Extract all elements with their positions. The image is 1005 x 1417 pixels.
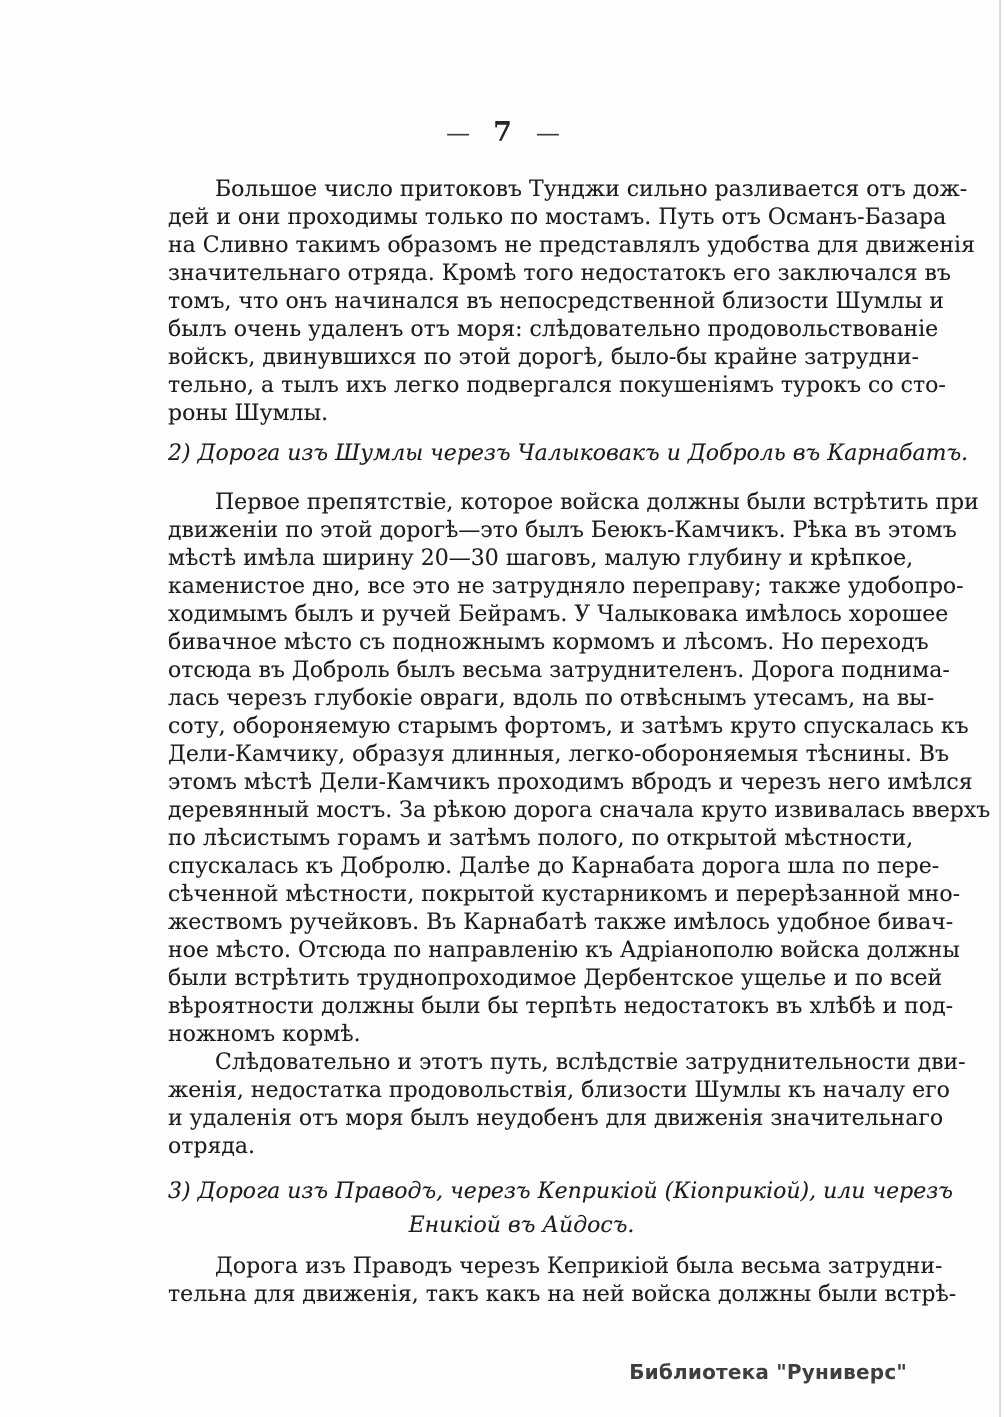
paragraph-road-2-conclusion <box>168 1049 966 1161</box>
text-line: Еникіой въ Айдосъ. <box>408 1213 635 1238</box>
text-line: Дели-Камчику, образуя длинныя, легко-обороняемыя тѣснины. Въ <box>168 742 949 767</box>
page-number: 7 <box>493 117 512 148</box>
text-line: сѣченной мѣстности, покрытой кустарникомъ и перерѣзанной мно- <box>168 882 961 907</box>
text-line: этомъ мѣстѣ Дели-Камчикъ проходимъ вбродъ и черезъ него имѣлся <box>168 770 973 795</box>
header-dash-right: — <box>535 119 559 147</box>
text-line: ножномъ кормѣ. <box>168 1022 361 1047</box>
header-dash-left: — <box>446 119 470 147</box>
text-line: Первое препятствіе, которое войска должны были встрѣтить при <box>215 490 979 515</box>
paragraph-tundzha-tributaries <box>168 176 975 428</box>
text-line: были встрѣтить труднопроходимое Дербентское ущелье и по всей <box>168 966 943 991</box>
text-line: ходимымъ былъ и ручей Бейрамъ. У Чалыковака имѣлось хорошее <box>168 602 949 627</box>
text-line: Большое число притоковъ Тунджи сильно разливается отъ дож- <box>215 177 968 202</box>
text-line: отряда. <box>168 1134 256 1159</box>
text-line: томъ, что онъ начинался въ непосредственной близости Шумлы и <box>168 289 944 314</box>
paragraph-road-3-description <box>168 1253 957 1309</box>
text-line: и удаленія отъ моря былъ неудобенъ для движенія значительнаго <box>168 1106 944 1131</box>
text-line: Слѣдовательно и этотъ путь, вслѣдствіе затруднительности дви- <box>215 1050 966 1075</box>
text-line: деревянный мостъ. За рѣкою дорога сначала круто извивалась вверхъ <box>168 798 991 823</box>
text-line: мѣстѣ имѣла ширину 20—30 шаговъ, малую глубину и крѣпкое, <box>168 546 914 571</box>
text-line: войскъ, двинувшихся по этой дорогѣ, было-бы крайне затрудни- <box>168 345 919 370</box>
page-header <box>0 118 1005 148</box>
section-heading-road-3 <box>168 1175 953 1243</box>
text-line: по лѣсистымъ горамъ и затѣмъ полого, по открытой мѣстности, <box>168 826 914 851</box>
text-line: лась черезъ глубокіе овраги, вдоль по отвѣснымъ утесамъ, на вы- <box>168 686 935 711</box>
text-line: ное мѣсто. Отсюда по направленію къ Адріанополю войска должны <box>168 938 960 963</box>
text-line: на Сливно такимъ образомъ не представлялъ удобства для движенія <box>168 233 975 258</box>
text-line: спускалась къ Добролю. Далѣе до Карнабата дорога шла по пере- <box>168 854 940 879</box>
text-line: вѣроятности должны были бы терпѣть недостатокъ въ хлѣбѣ и под- <box>168 994 954 1019</box>
text-line: значительнаго отряда. Кромѣ того недостатокъ его заключался въ <box>168 261 951 286</box>
text-line: дей и они проходимы только по мостамъ. Путь отъ Османъ-Базара <box>168 205 947 230</box>
text-line: тельно, а тылъ ихъ легко подвергался покушеніямъ турокъ со сто- <box>168 373 946 398</box>
text-line: движеніи по этой дорогѣ—это былъ Беюкъ-Камчикъ. Рѣка въ этомъ <box>168 518 957 543</box>
text-line: 2) Дорога изъ Шумлы черезъ Чалыковакъ и Доброль въ Карнабатъ. <box>168 441 969 466</box>
text-line: 3) Дорога изъ Праводъ, черезъ Кеприкіой (Кіоприкіой), или черезъ <box>168 1179 953 1204</box>
text-line: каменистое дно, все это не затрудняло переправу; также удобопро- <box>168 574 964 599</box>
runivers-library-watermark: Библиотека "Руниверс" <box>629 1360 907 1384</box>
text-block <box>168 176 991 1309</box>
text-line: тельна для движенія, такъ какъ на ней войска должны были встрѣ- <box>168 1282 957 1307</box>
text-line: соту, обороняемую старымъ фортомъ, и затѣмъ круто спускалась къ <box>168 714 969 739</box>
text-line: Дорога изъ Праводъ черезъ Кеприкіой была весьма затрудни- <box>215 1254 943 1279</box>
text-line: бивачное мѣсто съ подножнымъ кормомъ и лѣсомъ. Но переходъ <box>168 630 929 655</box>
scan-edge-line <box>999 0 1001 1417</box>
text-line: женія, недостатка продовольствія, близости Шумлы къ началу его <box>168 1078 950 1103</box>
text-line: былъ очень удаленъ отъ моря: слѣдовательно продовольствованіе <box>168 317 939 342</box>
text-line: отсюда въ Доброль былъ весьма затруднителенъ. Дорога поднима- <box>168 658 950 683</box>
text-line: жествомъ ручейковъ. Въ Карнабатѣ также имѣлось удобное бивач- <box>168 910 954 935</box>
paragraph-road-2-description <box>168 489 991 1049</box>
section-heading-road-2 <box>168 440 969 468</box>
text-line: роны Шумлы. <box>168 401 329 426</box>
